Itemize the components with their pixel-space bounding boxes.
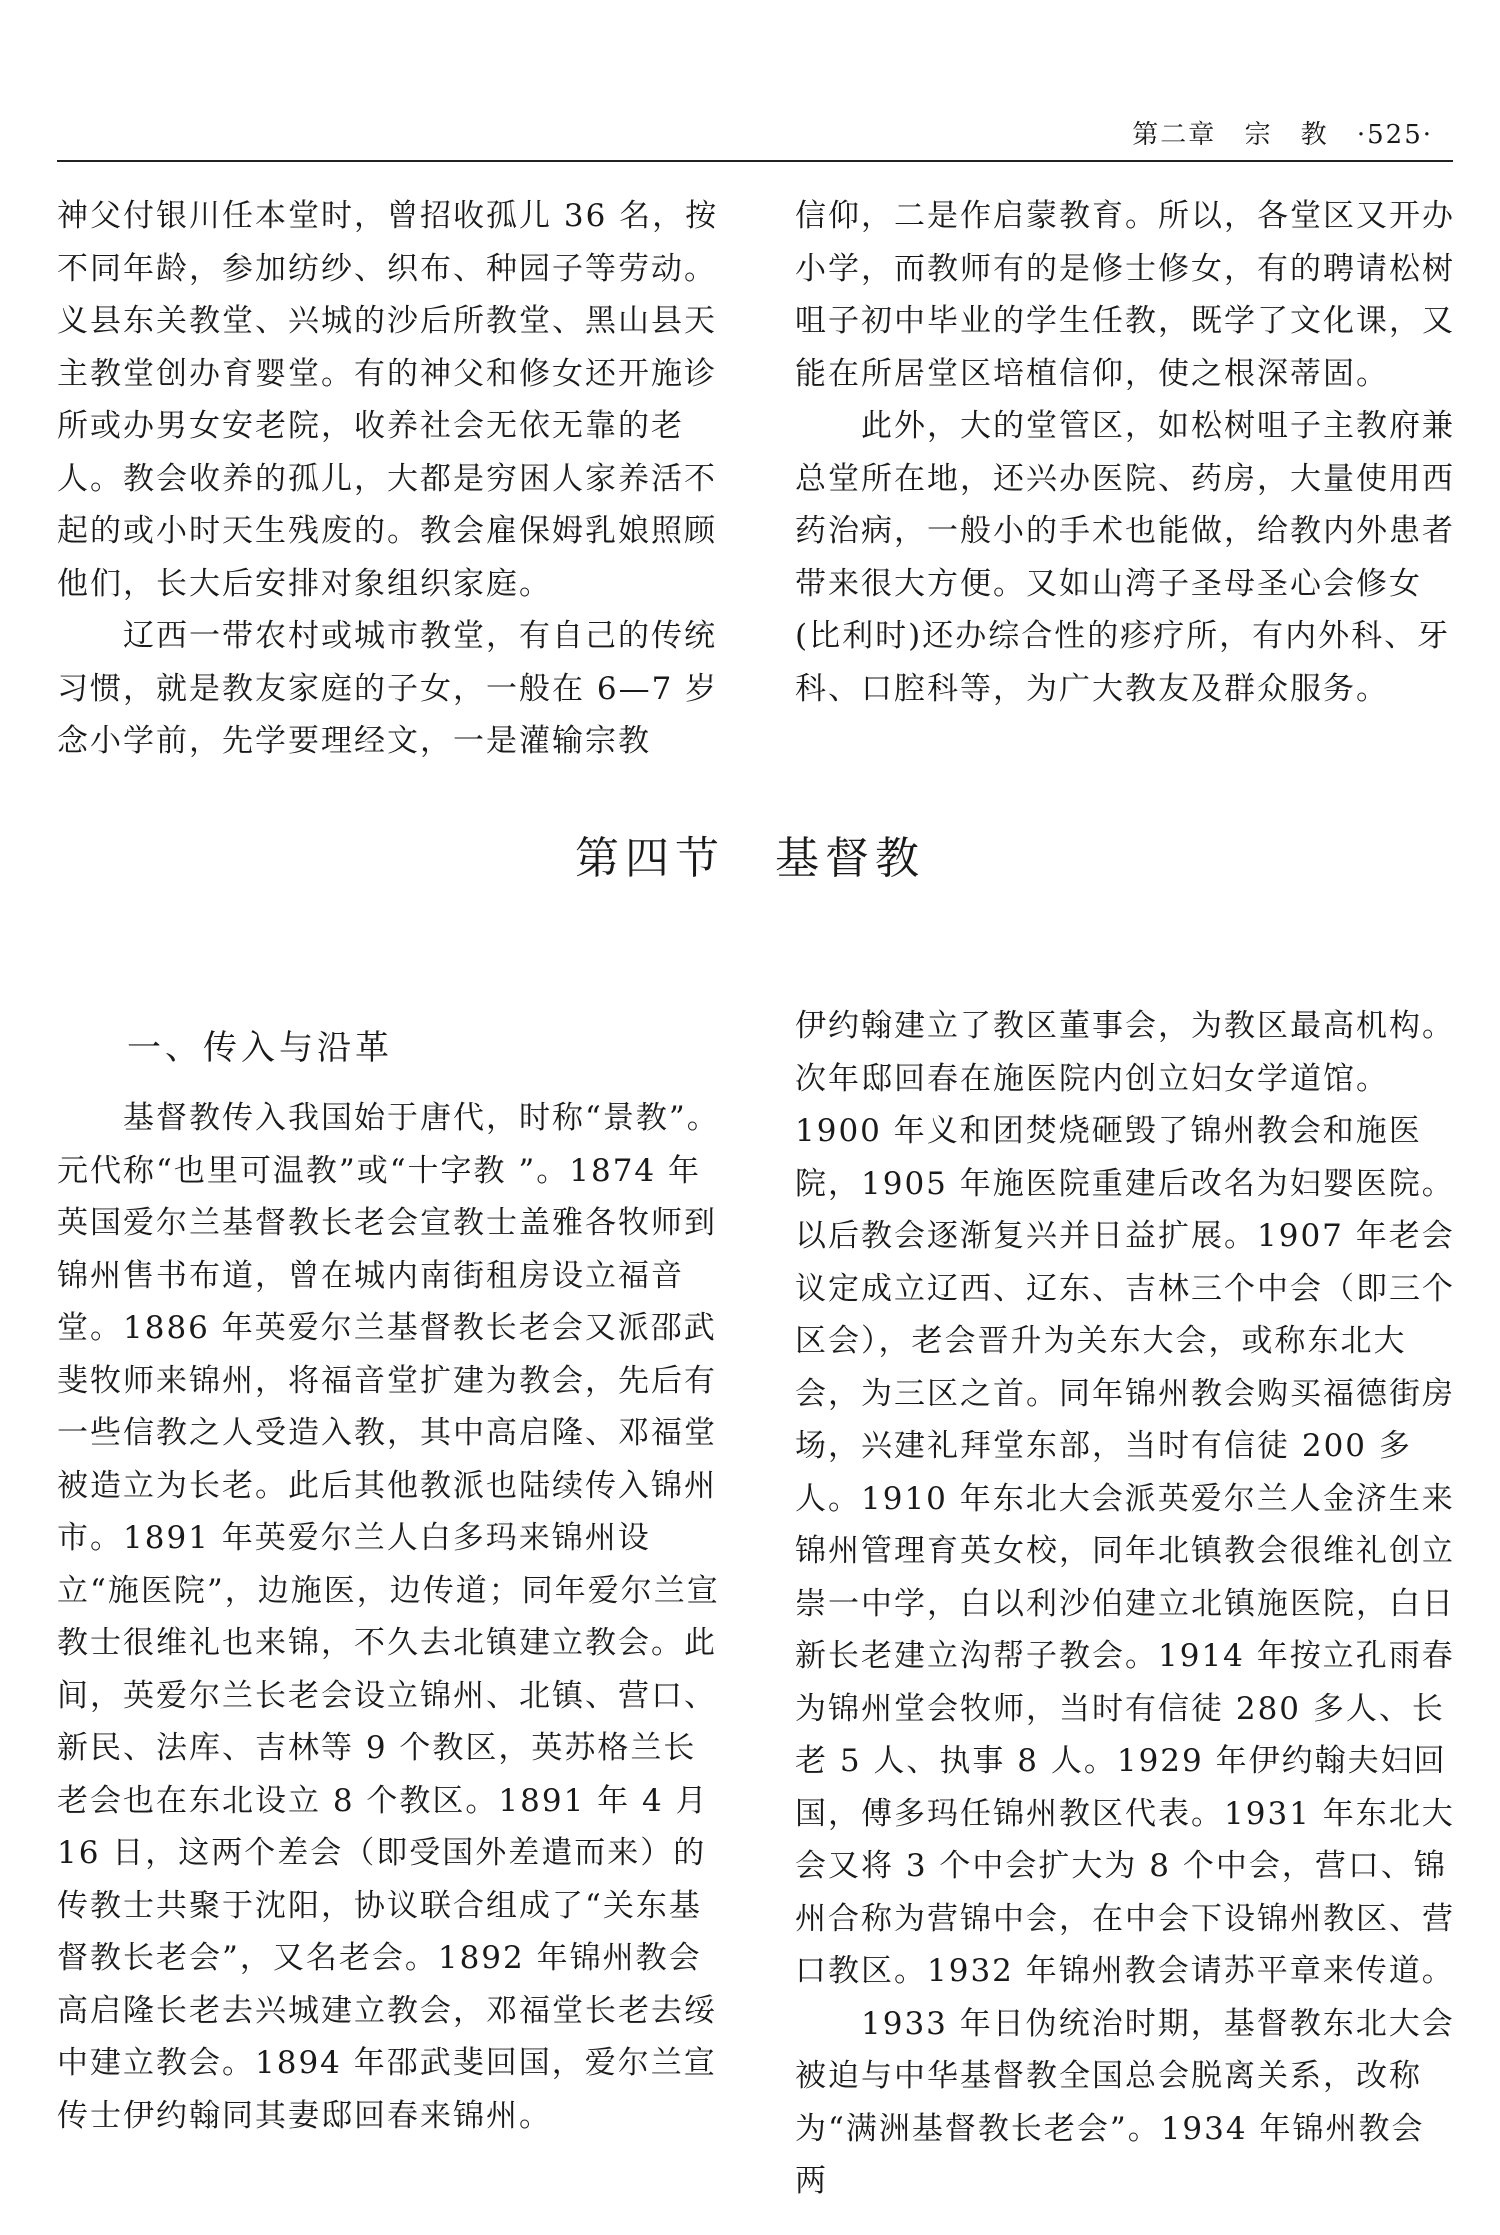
chapter-label: 第二章 bbox=[1132, 120, 1217, 150]
paragraph: 基督教传入我国始于唐代，时称“景教”。元代称“也里可温教”或“十字教 ”。1874 年英国爱尔兰基督教长老会宣教士盖雅各牧师到锦州售书布道，曾在城内南街租房设立福音堂。1886 年英爱尔兰基督教长老会又派邵武斐牧师来锦州，将福音堂扩建为教会，先后有一些信教之人受造入教，其中高启隆、邓福堂被造立为长老。此后其他教派也陆续传入锦州市。1891 年英爱尔兰人白多玛来锦州设立“施医院”，边施医，边传道；同年爱尔兰宣教士很维礼也来锦，不久去北镇建立教会。此间，英爱尔兰长老会设立锦州、北镇、营口、新民、法库、吉林等 9 个教区，英苏格兰长老会也在东北设立 8 个教区。1891 年 4 月 16 日，这两个差会（即受国外差遣而来）的传教士共聚于沈阳，协议联合组成了“关东基督教长老会”，又名老会。1892 年锦州教会高启隆长老去兴城建立教会，邓福堂长老去绥中建立教会。1894 年邵武斐回国，爱尔兰宣传士伊约翰同其妻邸回春来锦州。 bbox=[57, 1100, 720, 2134]
chapter-title: 宗 教 bbox=[1244, 120, 1329, 150]
bottom-right-column bbox=[795, 1000, 1455, 2208]
paragraph: 辽西一带农村或城市教堂，有自己的传统习惯，就是教友家庭的子女，一般在 6—7 岁念小学前，先学要理经文，一是灌输宗教 bbox=[57, 618, 719, 759]
top-left-column bbox=[57, 190, 727, 768]
section-title: 第四节 基督教 bbox=[575, 833, 925, 884]
page-number: ·525· bbox=[1356, 120, 1433, 150]
paragraph: 信仰，二是作启蒙教育。所以，各堂区又开办小学，而教师有的是修士修女，有的聘请松树咀子初中毕业的学生任教，既学了文化课，又能在所居堂区培植信仰，使之根深蒂固。 bbox=[795, 198, 1455, 392]
page-header bbox=[57, 108, 1453, 162]
paragraph: 此外，大的堂管区，如松树咀子主教府兼总堂所在地，还兴办医院、药房，大量使用西药治病，一般小的手术也能做，给教内外患者带来很大方便。又如山湾子圣母圣心会修女(比利时)还办综合性的疹疗所，有内外科、牙科、口腔科等，为广大教友及群众服务。 bbox=[795, 408, 1455, 707]
paragraph: 伊约翰建立了教区董事会，为教区最高机构。次年邸回春在施医院内创立妇女学道馆。1900 年义和团焚烧砸毁了锦州教会和施医院，1905 年施医院重建后改名为妇婴医院。以后教会逐渐复兴并日益扩展。1907 年老会议定成立辽西、辽东、吉林三个中会（即三个区会），老会晋升为关东大会，或称东北大会，为三区之首。同年锦州教会购买福德街房场，兴建礼拜堂东部，当时有信徒 200 多人。1910 年东北大会派英爱尔兰人金济生来锦州管理育英女校，同年北镇教会很维礼创立崇一中学，白以利沙伯建立北镇施医院，白日新长老建立沟帮子教会。1914 年按立孔雨春为锦州堂会牧师，当时有信徒 280 多人、长老 5 人、执事 8 人。1929 年伊约翰夫妇回国，傅多玛任锦州教区代表。1931 年东北大会又将 3 个中会扩大为 8 个中会，营口、锦州合称为营锦中会，在中会下设锦州教区、营口教区。1932 年锦州教会请苏平章来传道。 bbox=[795, 1008, 1455, 1989]
bottom-left-column bbox=[57, 1000, 727, 2142]
running-head bbox=[1114, 114, 1433, 151]
subsection-title: 一、传入与沿革 bbox=[127, 1028, 393, 1068]
paragraph: 神父付银川任本堂时，曾招收孤儿 36 名，按不同年龄，参加纺纱、织布、种园子等劳动。义县东关教堂、兴城的沙后所教堂、黑山县天主教堂创办育婴堂。有的神父和修女还开施诊所或办男女安老院，收养社会无依无靠的老人。教会收养的孤儿，大都是穷困人家养活不起的或小时天生残废的。教会雇保姆乳娘照顾他们，长大后安排对象组织家庭。 bbox=[57, 198, 719, 602]
top-right-column bbox=[795, 190, 1455, 715]
paragraph: 1933 年日伪统治时期，基督教东北大会被迫与中华基督教全国总会脱离关系，改称为“满洲基督教长老会”。1934 年锦州教会两 bbox=[795, 2005, 1455, 2199]
